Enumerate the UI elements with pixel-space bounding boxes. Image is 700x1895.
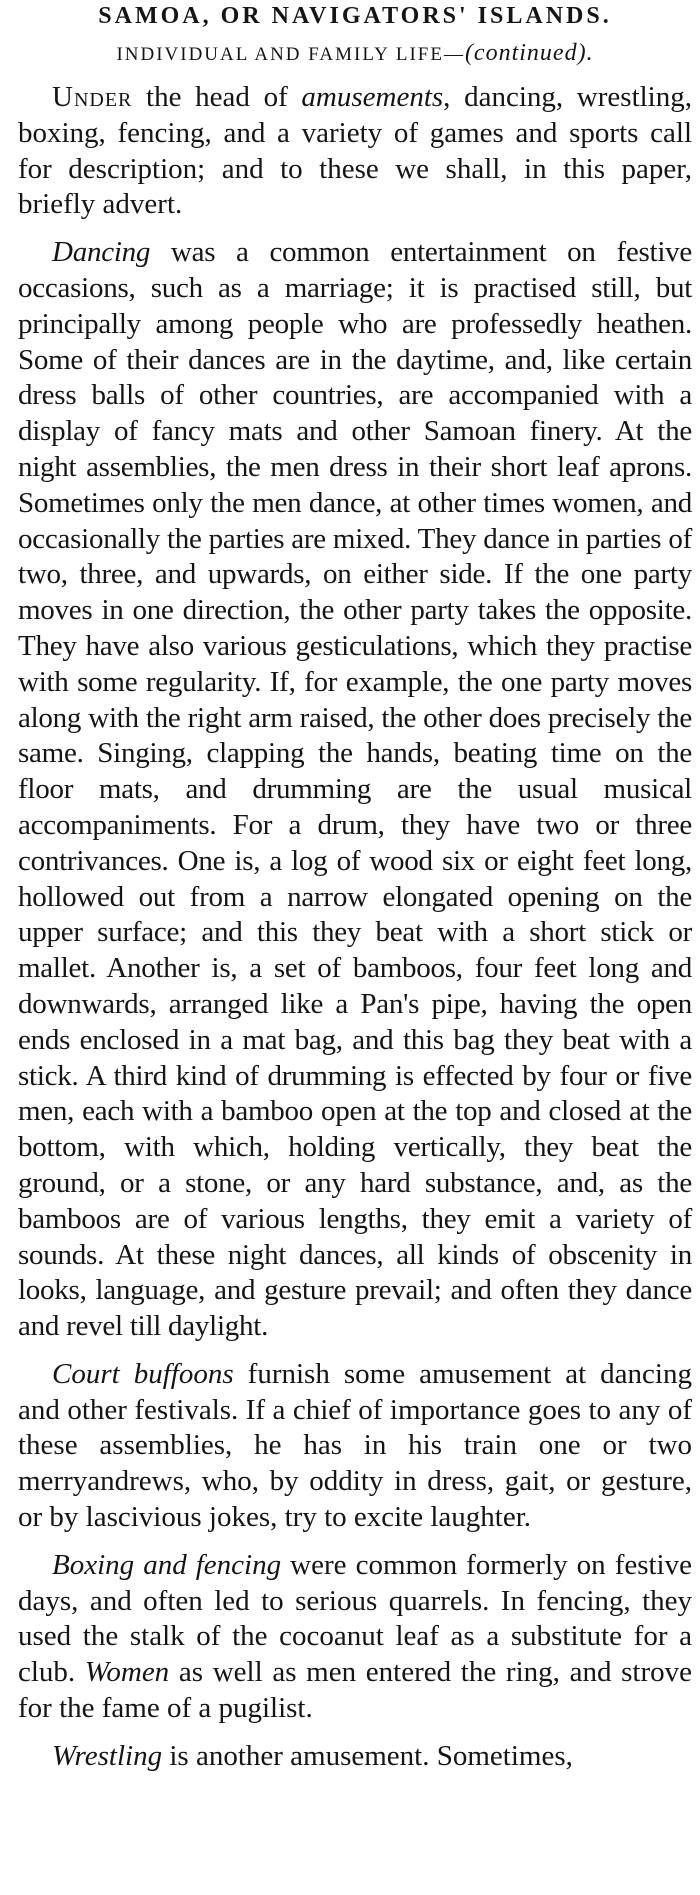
paragraph-text: is another amusement. Sometimes,: [162, 1739, 573, 1772]
paragraph-lead: Under: [52, 81, 133, 113]
subtitle-continued: (continued).: [464, 40, 594, 66]
paragraph-dancing: [18, 235, 692, 1345]
emphasis-women: Women: [84, 1656, 170, 1689]
section-subtitle: [18, 38, 692, 70]
paragraph-amusements: [18, 80, 692, 223]
paragraph-text: was a common entertainment on festive occasions, such as a marriage; it is practised still, but principally among people who are professedly heathen. Some of their dances are in the daytime, and, like certain dress balls of other countries, are accompanied with a display of fancy mats and other Samoan finery. At the night assemblies, the men dress in their short leaf aprons. Sometimes only the men dance, at other times women, and occasionally the parties are mixed. They dance in parties of two, three, and upwards, on either side. If the one party moves in one direction, the other party takes the opposite. They have also various gesticulations, which they practise with some regularity. If, for example, the one party moves along with the right arm raised, the other does precisely the same. Singing, clapping the hands, beating time on the floor mats, and drumming are the usual musical accompaniments. For a drum, they have two or three contrivances. One is, a log of wood six or eight feet long, hollowed out from a narrow elongated opening on the upper surface; and this they beat with a short stick or mallet. Another is, a set of bamboos, four feet long and downwards, arranged like a Pan's pipe, having the open ends enclosed in a mat bag, and this bag they beat with a stick. A third kind of drumming is effected by four or five men, each with a bamboo open at the top and closed at the bottom, with which, holding vertically, they beat the ground, or a stone, or any hard substance, and, as the bamboos are of various lengths, they emit a variety of sounds. At these night dances, all kinds of obscenity in looks, language, and gesture prevail; and often they dance and revel till daylight.: [18, 236, 692, 1343]
paragraph-text: furnish some amusement at dancing and other festivals. If a chief of importance goes to any of these assemblies, he has in his train one or two merryandrews, who, by oddity in dress, gait, or gesture, or by lascivious jokes, try to excite laughter.: [18, 1357, 692, 1534]
paragraph-wrestling: [18, 1739, 692, 1775]
paragraph-text: the head of: [132, 81, 302, 113]
paragraph-lead: Dancing: [52, 236, 151, 269]
paragraph-text: , dancing, wrestling, boxing, fencing, and a variety of games and sports call for description; and to these we shall, in this paper, briefly advert.: [18, 81, 692, 221]
paragraph-lead: Wrestling: [52, 1739, 163, 1772]
paragraph-text: were common formerly on festive days, and often led to serious quarrels. In fencing, they used the stalk of the cocoanut leaf as a substitute for a club.: [18, 1548, 692, 1689]
page-title: SAMOA, OR NAVIGATORS' ISLANDS.: [98, 3, 612, 29]
paragraph-text: as well as men entered the ring, and strove for the fame of a pugilist.: [18, 1656, 692, 1725]
paragraph-lead: Boxing and fencing: [52, 1548, 282, 1581]
paragraph-boxing-fencing: [18, 1548, 692, 1727]
subtitle-main: INDIVIDUAL AND FAMILY LIFE—: [116, 44, 465, 65]
paragraph-lead: Court buffoons: [52, 1357, 234, 1390]
emphasis-amusements: amusements: [301, 81, 444, 113]
paragraph-court-buffoons: [18, 1357, 692, 1536]
